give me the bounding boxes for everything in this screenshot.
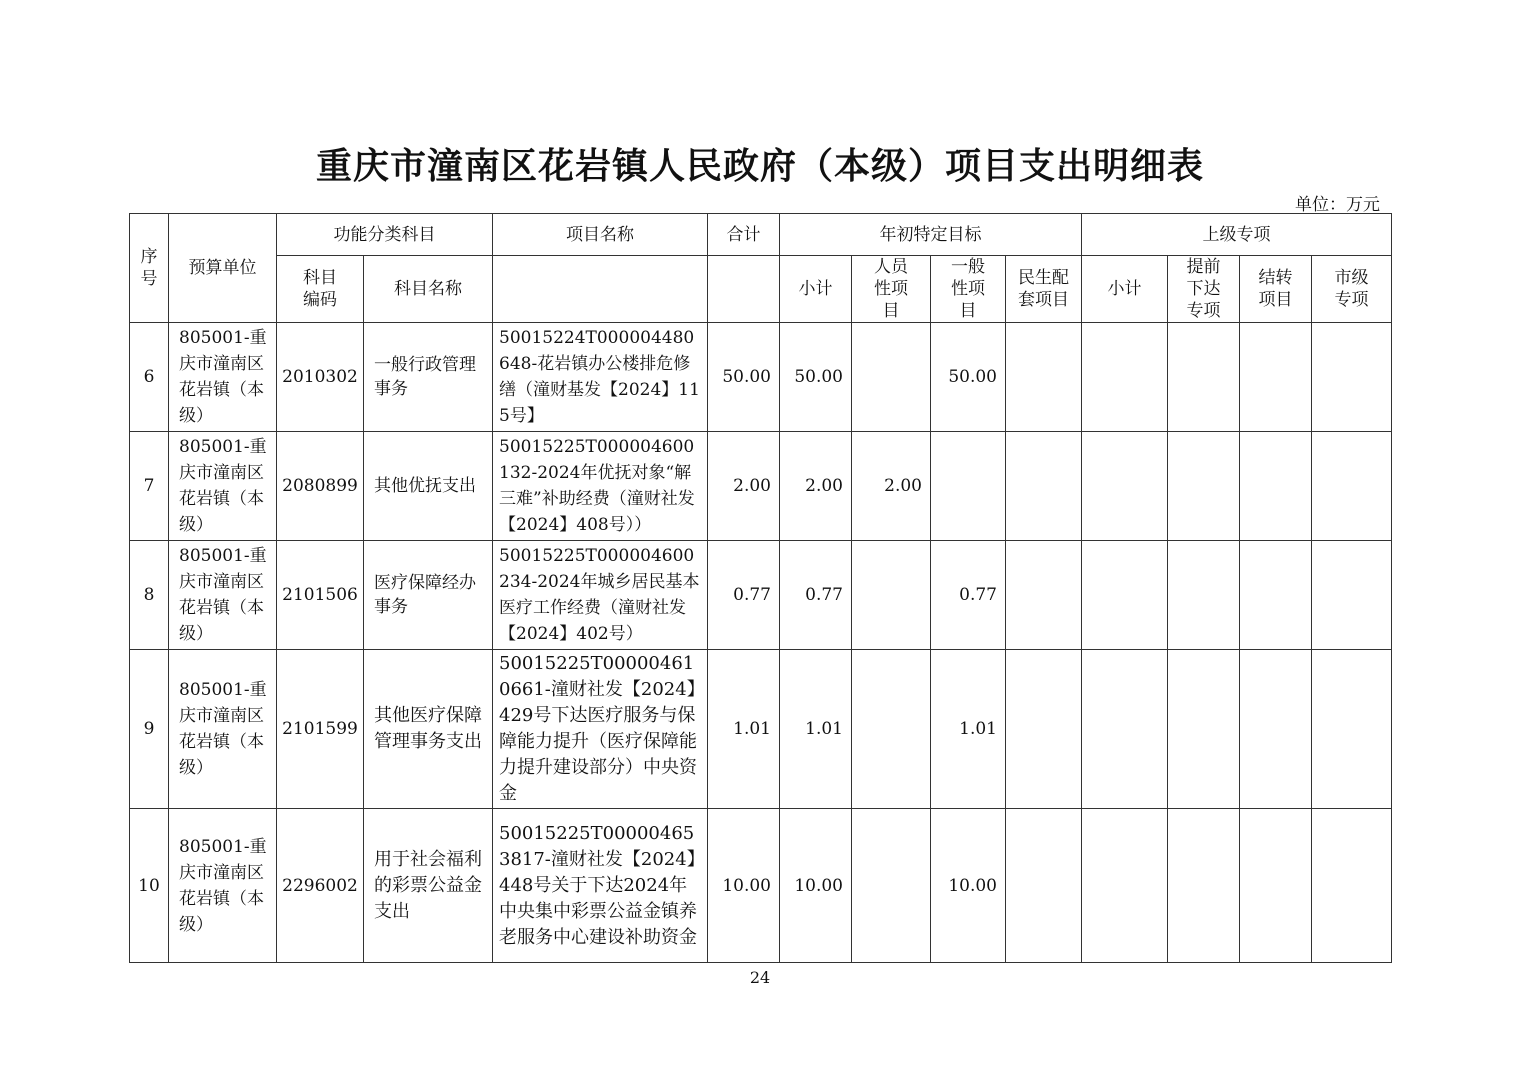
cell-advance	[1168, 809, 1240, 963]
cell-city	[1312, 323, 1392, 432]
cell-budget-unit: 805001-重庆市潼南区花岩镇（本级）	[169, 432, 277, 541]
cell-city	[1312, 432, 1392, 541]
header-sup-subtotal: 小计	[1082, 256, 1168, 323]
cell-personnel	[852, 650, 931, 809]
cell-advance	[1168, 432, 1240, 541]
cell-advance	[1168, 541, 1240, 650]
cell-total: 2.00	[708, 432, 780, 541]
cell-personnel	[852, 541, 931, 650]
table-row	[130, 541, 1392, 650]
cell-project-name: 50015225T000004653817-潼财社发【2024】448号关于下达2024年中央集中彩票公益金镇养老服务中心建设补助资金	[493, 809, 708, 963]
cell-personnel	[852, 809, 931, 963]
page-title: 重庆市潼南区花岩镇人民政府（本级）项目支出明细表	[315, 145, 1204, 187]
cell-code: 2101506	[277, 541, 364, 650]
header-general: 一般性项目	[931, 256, 1006, 323]
table-row	[130, 323, 1392, 432]
header-carryover: 结转项目	[1240, 256, 1312, 323]
cell-subtotal: 10.00	[780, 809, 852, 963]
cell-city	[1312, 650, 1392, 809]
table-row	[130, 650, 1392, 809]
cell-livelihood	[1006, 809, 1082, 963]
cell-livelihood	[1006, 432, 1082, 541]
cell-code: 2080899	[277, 432, 364, 541]
cell-code: 2101599	[277, 650, 364, 809]
cell-sup-subtotal	[1082, 809, 1168, 963]
cell-livelihood	[1006, 541, 1082, 650]
cell-advance	[1168, 323, 1240, 432]
header-superior: 上级专项	[1082, 214, 1392, 256]
header-func-class: 功能分类科目	[277, 214, 493, 256]
cell-project-name: 50015225T000004610661-潼财社发【2024】429号下达医疗服务与保障能力提升（医疗保障能力提升建设部分）中央资金	[493, 650, 708, 809]
cell-project-name: 50015225T000004600234-2024年城乡居民基本医疗工作经费（潼财社发【2024】402号）	[493, 541, 708, 650]
cell-project-name: 50015224T000004480648-花岩镇办公楼排危修缮（潼财基发【2024】115号】	[493, 323, 708, 432]
cell-budget-unit: 805001-重庆市潼南区花岩镇（本级）	[169, 323, 277, 432]
cell-city	[1312, 541, 1392, 650]
cell-personnel	[852, 323, 931, 432]
cell-subject-name: 一般行政管理事务	[364, 323, 493, 432]
cell-subject-name: 医疗保障经办事务	[364, 541, 493, 650]
cell-total: 0.77	[708, 541, 780, 650]
cell-code: 2296002	[277, 809, 364, 963]
cell-seq: 9	[130, 650, 169, 809]
cell-subtotal: 50.00	[780, 323, 852, 432]
cell-total: 1.01	[708, 650, 780, 809]
header-total-blank	[708, 256, 780, 323]
header-seq: 序号	[130, 214, 169, 323]
cell-code: 2010302	[277, 323, 364, 432]
cell-subject-name: 其他优抚支出	[364, 432, 493, 541]
cell-personnel: 2.00	[852, 432, 931, 541]
cell-seq: 8	[130, 541, 169, 650]
cell-carryover	[1240, 323, 1312, 432]
header-total: 合计	[708, 214, 780, 256]
cell-general: 10.00	[931, 809, 1006, 963]
cell-general: 1.01	[931, 650, 1006, 809]
cell-budget-unit: 805001-重庆市潼南区花岩镇（本级）	[169, 650, 277, 809]
header-project-name-blank	[493, 256, 708, 323]
cell-carryover	[1240, 541, 1312, 650]
project-expenditure-table	[129, 213, 1392, 963]
cell-general	[931, 432, 1006, 541]
cell-sup-subtotal	[1082, 432, 1168, 541]
table-row	[130, 432, 1392, 541]
header-subtotal: 小计	[780, 256, 852, 323]
header-subject-code: 科目编码	[277, 256, 364, 323]
cell-general: 0.77	[931, 541, 1006, 650]
unit-label: 单位：万元	[1295, 195, 1380, 215]
page-number: 24	[749, 968, 771, 987]
cell-sup-subtotal	[1082, 541, 1168, 650]
header-city: 市级专项	[1312, 256, 1392, 323]
cell-livelihood	[1006, 323, 1082, 432]
table-row	[130, 809, 1392, 963]
header-subject-name: 科目名称	[364, 256, 493, 323]
cell-sup-subtotal	[1082, 650, 1168, 809]
cell-sup-subtotal	[1082, 323, 1168, 432]
cell-advance	[1168, 650, 1240, 809]
cell-general: 50.00	[931, 323, 1006, 432]
cell-subtotal: 1.01	[780, 650, 852, 809]
cell-subtotal: 2.00	[780, 432, 852, 541]
cell-subject-name: 其他医疗保障管理事务支出	[364, 650, 493, 809]
cell-project-name: 50015225T000004600132-2024年优抚对象“解三难”补助经费（潼财社发【2024】408号））	[493, 432, 708, 541]
cell-subject-name: 用于社会福利的彩票公益金支出	[364, 809, 493, 963]
header-livelihood: 民生配套项目	[1006, 256, 1082, 323]
cell-seq: 10	[130, 809, 169, 963]
cell-city	[1312, 809, 1392, 963]
cell-budget-unit: 805001-重庆市潼南区花岩镇（本级）	[169, 541, 277, 650]
cell-livelihood	[1006, 650, 1082, 809]
cell-total: 50.00	[708, 323, 780, 432]
cell-seq: 7	[130, 432, 169, 541]
header-project-name: 项目名称	[493, 214, 708, 256]
header-initial-target: 年初特定目标	[780, 214, 1082, 256]
cell-total: 10.00	[708, 809, 780, 963]
header-personnel: 人员性项目	[852, 256, 931, 323]
cell-subtotal: 0.77	[780, 541, 852, 650]
cell-budget-unit: 805001-重庆市潼南区花岩镇（本级）	[169, 809, 277, 963]
cell-seq: 6	[130, 323, 169, 432]
cell-carryover	[1240, 809, 1312, 963]
header-advance: 提前下达专项	[1168, 256, 1240, 323]
header-budget-unit: 预算单位	[169, 214, 277, 323]
cell-carryover	[1240, 432, 1312, 541]
cell-carryover	[1240, 650, 1312, 809]
